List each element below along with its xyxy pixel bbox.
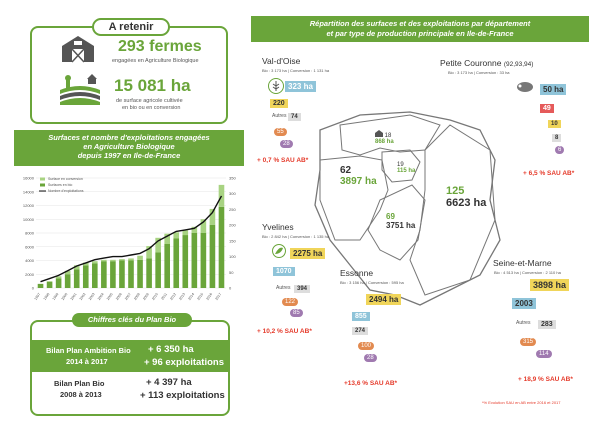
map-banner (251, 16, 589, 42)
x-tick: 2016 (205, 292, 214, 301)
farms-caption: engagées en Agriculture Biologique (112, 58, 199, 64)
map-petite-farms: 19 (397, 162, 404, 168)
bar-conversion (110, 260, 116, 261)
farms-value: 293 fermes (118, 38, 202, 55)
y-tick-right: 0 (229, 285, 232, 291)
chart-banner-line2: en Agriculture Biologique (83, 142, 175, 151)
legend-swatch (40, 178, 45, 181)
map-essonne-ha: 3751 ha (386, 221, 416, 230)
y-tick-right: 200 (229, 222, 236, 228)
map-valdoise-label (375, 130, 394, 145)
bar-bio (164, 244, 170, 288)
chart-banner-line3: depuis 1997 en Ile-de-France (77, 151, 181, 160)
bar-conversion (101, 260, 107, 261)
plan-row2-label-1: Bilan Plan Bio (54, 379, 105, 388)
x-tick: 2017 (214, 292, 223, 301)
petite-name-text: Petite Couronne (440, 58, 502, 68)
legend-label: Surfaces en bio (48, 183, 73, 187)
plan-row1-label-1: Bilan Plan Ambition Bio (46, 346, 131, 355)
y-tick-left: 2000 (25, 271, 34, 277)
y-tick-left: 4000 (25, 258, 34, 263)
seine-sau: + 18,9 % SAU AB* (518, 376, 573, 383)
plan-row2-val-2: + 113 exploitations (140, 390, 225, 401)
ha-caption-1: de surface agricole cultivée (116, 98, 183, 104)
yvelines-v2: 394 (294, 285, 310, 293)
map-valdoise-ha: 868 ha (375, 139, 394, 145)
valdoise-v4: 28 (280, 140, 293, 148)
bar-bio (47, 282, 53, 288)
bar-conversion (47, 281, 53, 282)
map-petite-label (397, 162, 415, 174)
plan-title: Chiffres clés du Plan Bio (72, 313, 192, 327)
map-petite-ha: 115 ha (397, 168, 416, 174)
x-tick: 2013 (178, 292, 187, 301)
y-tick-left: 16000 (22, 175, 34, 181)
x-tick: 2009 (142, 292, 150, 301)
valdoise-v2: 74 (288, 113, 301, 121)
y-tick-left: 0 (31, 285, 34, 291)
seine-v4: 114 (536, 350, 552, 358)
petite-sub: Bio : 3 173 ha | Conversion : 33 ha (448, 70, 510, 75)
valdoise-sau: + 0,7 % SAU AB* (257, 157, 309, 164)
x-tick: 1999 (51, 292, 60, 301)
petite-ha: 50 ha (540, 84, 566, 95)
y-tick-right: 150 (229, 238, 236, 244)
retenir-title: A retenir (92, 18, 170, 36)
map-banner-line1: Répartition des surfaces et des exploitations par département (309, 19, 531, 28)
yvelines-v4: 85 (290, 309, 303, 317)
ha-caption-2: en bio ou en conversion (122, 105, 181, 111)
bar-bio (155, 252, 161, 288)
x-tick: 1998 (42, 292, 51, 301)
y-tick-right: 250 (229, 206, 236, 212)
yvelines-ha: 2275 ha (290, 248, 325, 259)
essonne-ha: 2494 ha (366, 294, 401, 305)
map-seine-label (446, 185, 486, 209)
chart (14, 170, 244, 305)
yvelines-v1: 1070 (273, 267, 295, 276)
valdoise-sub: Bio : 3 173 ha | Conversion : 1 131 ha (262, 68, 330, 73)
x-tick: 2001 (69, 292, 78, 301)
bar-conversion (182, 230, 188, 235)
petite-v3: 8 (552, 134, 561, 142)
petite-v2: 10 (548, 120, 561, 128)
legend-label: Surface en conversion (48, 177, 83, 181)
plan-row2-val-1: + 4 397 ha (146, 377, 192, 388)
plan-row2-label-2: 2008 à 2013 (60, 390, 102, 399)
y-tick-right: 50 (229, 269, 234, 275)
bar-conversion (92, 261, 98, 263)
map-yvelines-farms: 62 (340, 165, 352, 176)
plan-row-ambition (32, 340, 228, 372)
map-seine-ha: 6623 ha (446, 197, 487, 209)
x-tick: 1997 (33, 292, 42, 301)
chart-banner (14, 130, 244, 166)
x-tick: 2012 (169, 292, 178, 301)
barn-icon (60, 34, 96, 69)
y-tick-left: 10000 (22, 216, 34, 222)
valdoise-v2-label: Autres (272, 113, 287, 119)
bar-bio (146, 258, 152, 288)
plan-row1-val-2: + 96 exploitations (144, 357, 224, 368)
valdoise-v3: 55 (274, 128, 287, 136)
x-tick: 2008 (133, 292, 141, 301)
chart-banner-line1: Surfaces et nombre d'exploitations engagées (48, 133, 210, 142)
plan-row1-val-1: + 6 350 ha (148, 344, 194, 355)
legend-label: Nombre d'exploitations (48, 189, 84, 193)
bar-conversion (128, 258, 134, 260)
yvelines-sub: Bio : 2 842 ha | Conversion : 1 135 ha (262, 234, 330, 239)
yvelines-v3: 122 (282, 298, 298, 306)
y-tick-right: 350 (229, 175, 236, 181)
x-tick: 2006 (115, 292, 123, 301)
petite-sau: + 6,5 % SAU AB* (523, 170, 575, 177)
map-seine-farms: 125 (446, 185, 465, 197)
valdoise-name: Val-d'Oise (262, 56, 301, 66)
map-essonne-farms: 69 (386, 212, 395, 221)
valdoise-ha: 323 ha (285, 81, 316, 92)
x-tick: 2000 (60, 292, 69, 301)
x-tick: 2011 (160, 292, 169, 301)
seine-ha: 3898 ha (530, 279, 569, 291)
bar-bio (101, 261, 107, 288)
x-tick: 2005 (105, 292, 114, 301)
bar-bio (38, 284, 44, 288)
y-tick-left: 8000 (25, 230, 34, 236)
bar-bio (201, 233, 207, 288)
y-tick-right: 100 (229, 254, 236, 260)
map-yvelines-ha: 3897 ha (340, 176, 377, 187)
map-farm-icon (375, 130, 383, 137)
bar-bio (137, 260, 143, 288)
plan-row1-label-2: 2014 à 2017 (66, 357, 108, 366)
bar-conversion (173, 232, 179, 238)
map-banner-line2: et par type de production principale en Ile-de-France (326, 29, 514, 38)
bar-bio (119, 261, 125, 289)
bar-bio (128, 261, 134, 289)
bar-bio (173, 239, 179, 289)
cow-icon (516, 80, 534, 99)
bar-conversion (137, 256, 143, 260)
essonne-v3: 100 (358, 342, 374, 350)
x-tick: 2010 (151, 292, 159, 301)
essonne-v2: 274 (352, 327, 368, 335)
x-tick: 2003 (87, 292, 96, 301)
y-tick-right: 300 (229, 191, 236, 197)
yvelines-sau: + 10,2 % SAU AB* (257, 328, 312, 335)
bar-bio (210, 225, 216, 288)
bar-conversion (219, 185, 225, 207)
petite-v4: 6 (555, 146, 564, 154)
bar-bio (192, 233, 198, 288)
wheat-icon (268, 78, 284, 99)
seine-v3: 315 (520, 338, 536, 346)
seine-v2-label: Autres (516, 320, 531, 326)
valdoise-v1: 220 (270, 99, 288, 108)
essonne-name: Essonne (340, 268, 374, 278)
bar-bio (83, 265, 89, 288)
seine-sub: Bio : 4 513 ha | Conversion : 2 110 ha (494, 270, 561, 275)
essonne-v4: 28 (364, 354, 377, 362)
field-icon (58, 72, 102, 111)
bar-bio (182, 235, 188, 288)
bar-bio (56, 278, 62, 288)
x-tick: 2002 (78, 292, 87, 301)
yvelines-v2-label: Autres (276, 285, 291, 291)
bar-bio (74, 269, 80, 288)
bar-bio (219, 207, 225, 288)
seine-v1: 2003 (512, 298, 536, 309)
y-tick-left: 6000 (25, 244, 34, 250)
leaf-icon (272, 244, 286, 263)
seine-name: Seine-et-Marne (493, 258, 552, 268)
bar-conversion (119, 259, 125, 260)
petite-v1: 49 (540, 104, 554, 113)
bar-bio (92, 263, 98, 288)
essonne-sau: +13,6 % SAU AB* (344, 380, 398, 387)
y-tick-left: 12000 (22, 203, 34, 208)
seine-v2: 283 (538, 320, 556, 329)
yvelines-name: Yvelines (262, 222, 294, 232)
x-tick: 2007 (124, 292, 132, 301)
bar-bio (65, 274, 71, 288)
x-tick: 2004 (96, 292, 105, 301)
petite-name (440, 58, 533, 68)
x-tick: 2015 (196, 292, 205, 301)
footnote: *% Evolution SAU en AB entre 2016 et 2017 (482, 400, 561, 405)
map-essonne-label (386, 212, 415, 230)
petite-name-paren: (92,93,94) (503, 61, 534, 68)
map-valdoise-farms: 18 (384, 133, 392, 139)
essonne-sub: Bio : 3 156 ha | Conversion : 595 ha (340, 280, 404, 285)
legend-swatch (40, 184, 45, 187)
y-tick-left: 14000 (22, 189, 34, 195)
bar-bio (110, 261, 116, 288)
ha-value: 15 081 ha (114, 76, 191, 95)
x-tick: 2014 (187, 292, 196, 301)
essonne-v1: 855 (352, 312, 370, 321)
map-yvelines-label (340, 165, 377, 187)
